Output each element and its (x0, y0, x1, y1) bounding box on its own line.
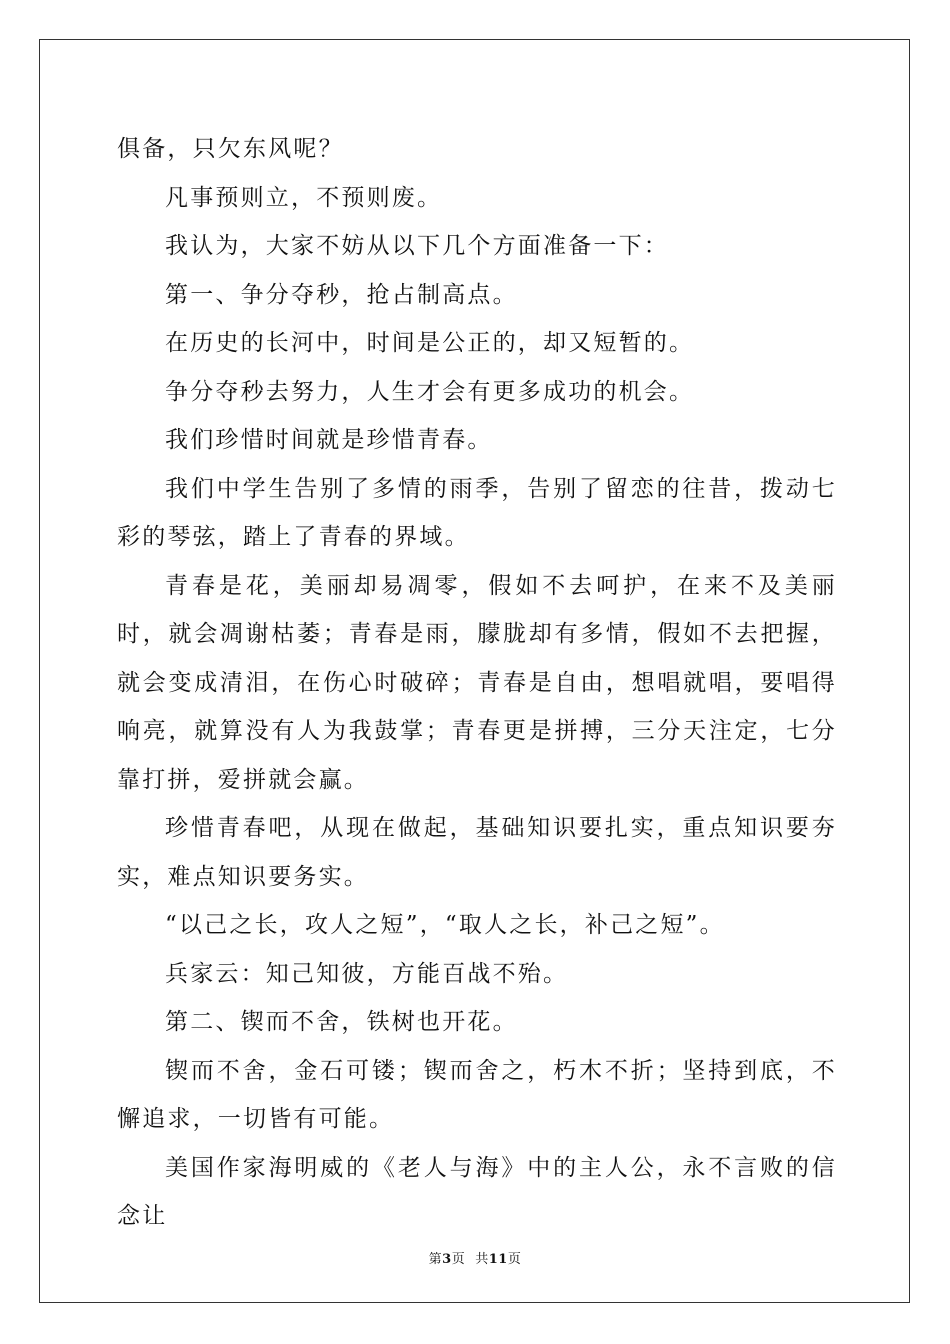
paragraph-2: 凡事预则立，不预则废。 (165, 184, 443, 211)
paragraph-7: 我们珍惜时间就是珍惜青春。 (165, 427, 493, 453)
paragraph-14: 锲而不舍，金石可镂；锲而舍之，朽木不折；坚持到底，不懈追求，一切皆有可能。 (117, 1057, 837, 1132)
paragraph-13: 第二、锲而不舍，铁树也开花。 (165, 1009, 518, 1035)
document-body (117, 125, 837, 1241)
paragraph-10: 珍惜青春吧，从现在做起，基础知识要扎实，重点知识要夯实，难点知识要务实。 (117, 815, 837, 890)
paragraph-9: 青春是花，美丽却易凋零，假如不去呵护，在来不及美丽时，就会凋谢枯萎；青春是雨，朦胧却有多情，假如不去把握，就会变成清泪，在伤心时破碎；青春是自由，想唱就唱，要唱得响亮，就算没有人为我鼓掌；青春更是拼搏，三分天注定，七分靠打拼，爱拼就会赢。 (117, 572, 837, 793)
footer-total-suffix: 页 (507, 1252, 522, 1267)
paragraph-3: 我认为，大家不妨从以下几个方面准备一下： (165, 233, 669, 259)
paragraph-12: 兵家云：知己知彼，方能百战不殆。 (165, 960, 569, 987)
paragraph-15: 美国作家海明威的《老人与海》中的主人公，永不言败的信念让 (117, 1154, 837, 1229)
page-footer (0, 1248, 950, 1267)
paragraph-5: 在历史的长河中，时间是公正的，却又短暂的。 (165, 330, 695, 356)
footer-total-prefix: 共 (475, 1252, 489, 1267)
footer-page-number: 3 (442, 1252, 452, 1267)
paragraph-11: “以己之长，攻人之短”，“取人之长，补己之短”。 (165, 912, 725, 938)
paragraph-4: 第一、争分夺秒，抢占制高点。 (165, 281, 518, 308)
footer-page-suffix: 页 (451, 1252, 466, 1267)
paragraph-1: 俱备，只欠东风呢？ (117, 136, 344, 162)
footer-page-prefix: 第 (428, 1252, 443, 1267)
paragraph-6: 争分夺秒去努力，人生才会有更多成功的机会。 (165, 378, 695, 405)
paragraph-8: 我们中学生告别了多情的雨季，告别了留恋的往昔，拨动七彩的琴弦，踏上了青春的界域。 (117, 475, 837, 550)
footer-total-pages: 11 (488, 1252, 508, 1267)
